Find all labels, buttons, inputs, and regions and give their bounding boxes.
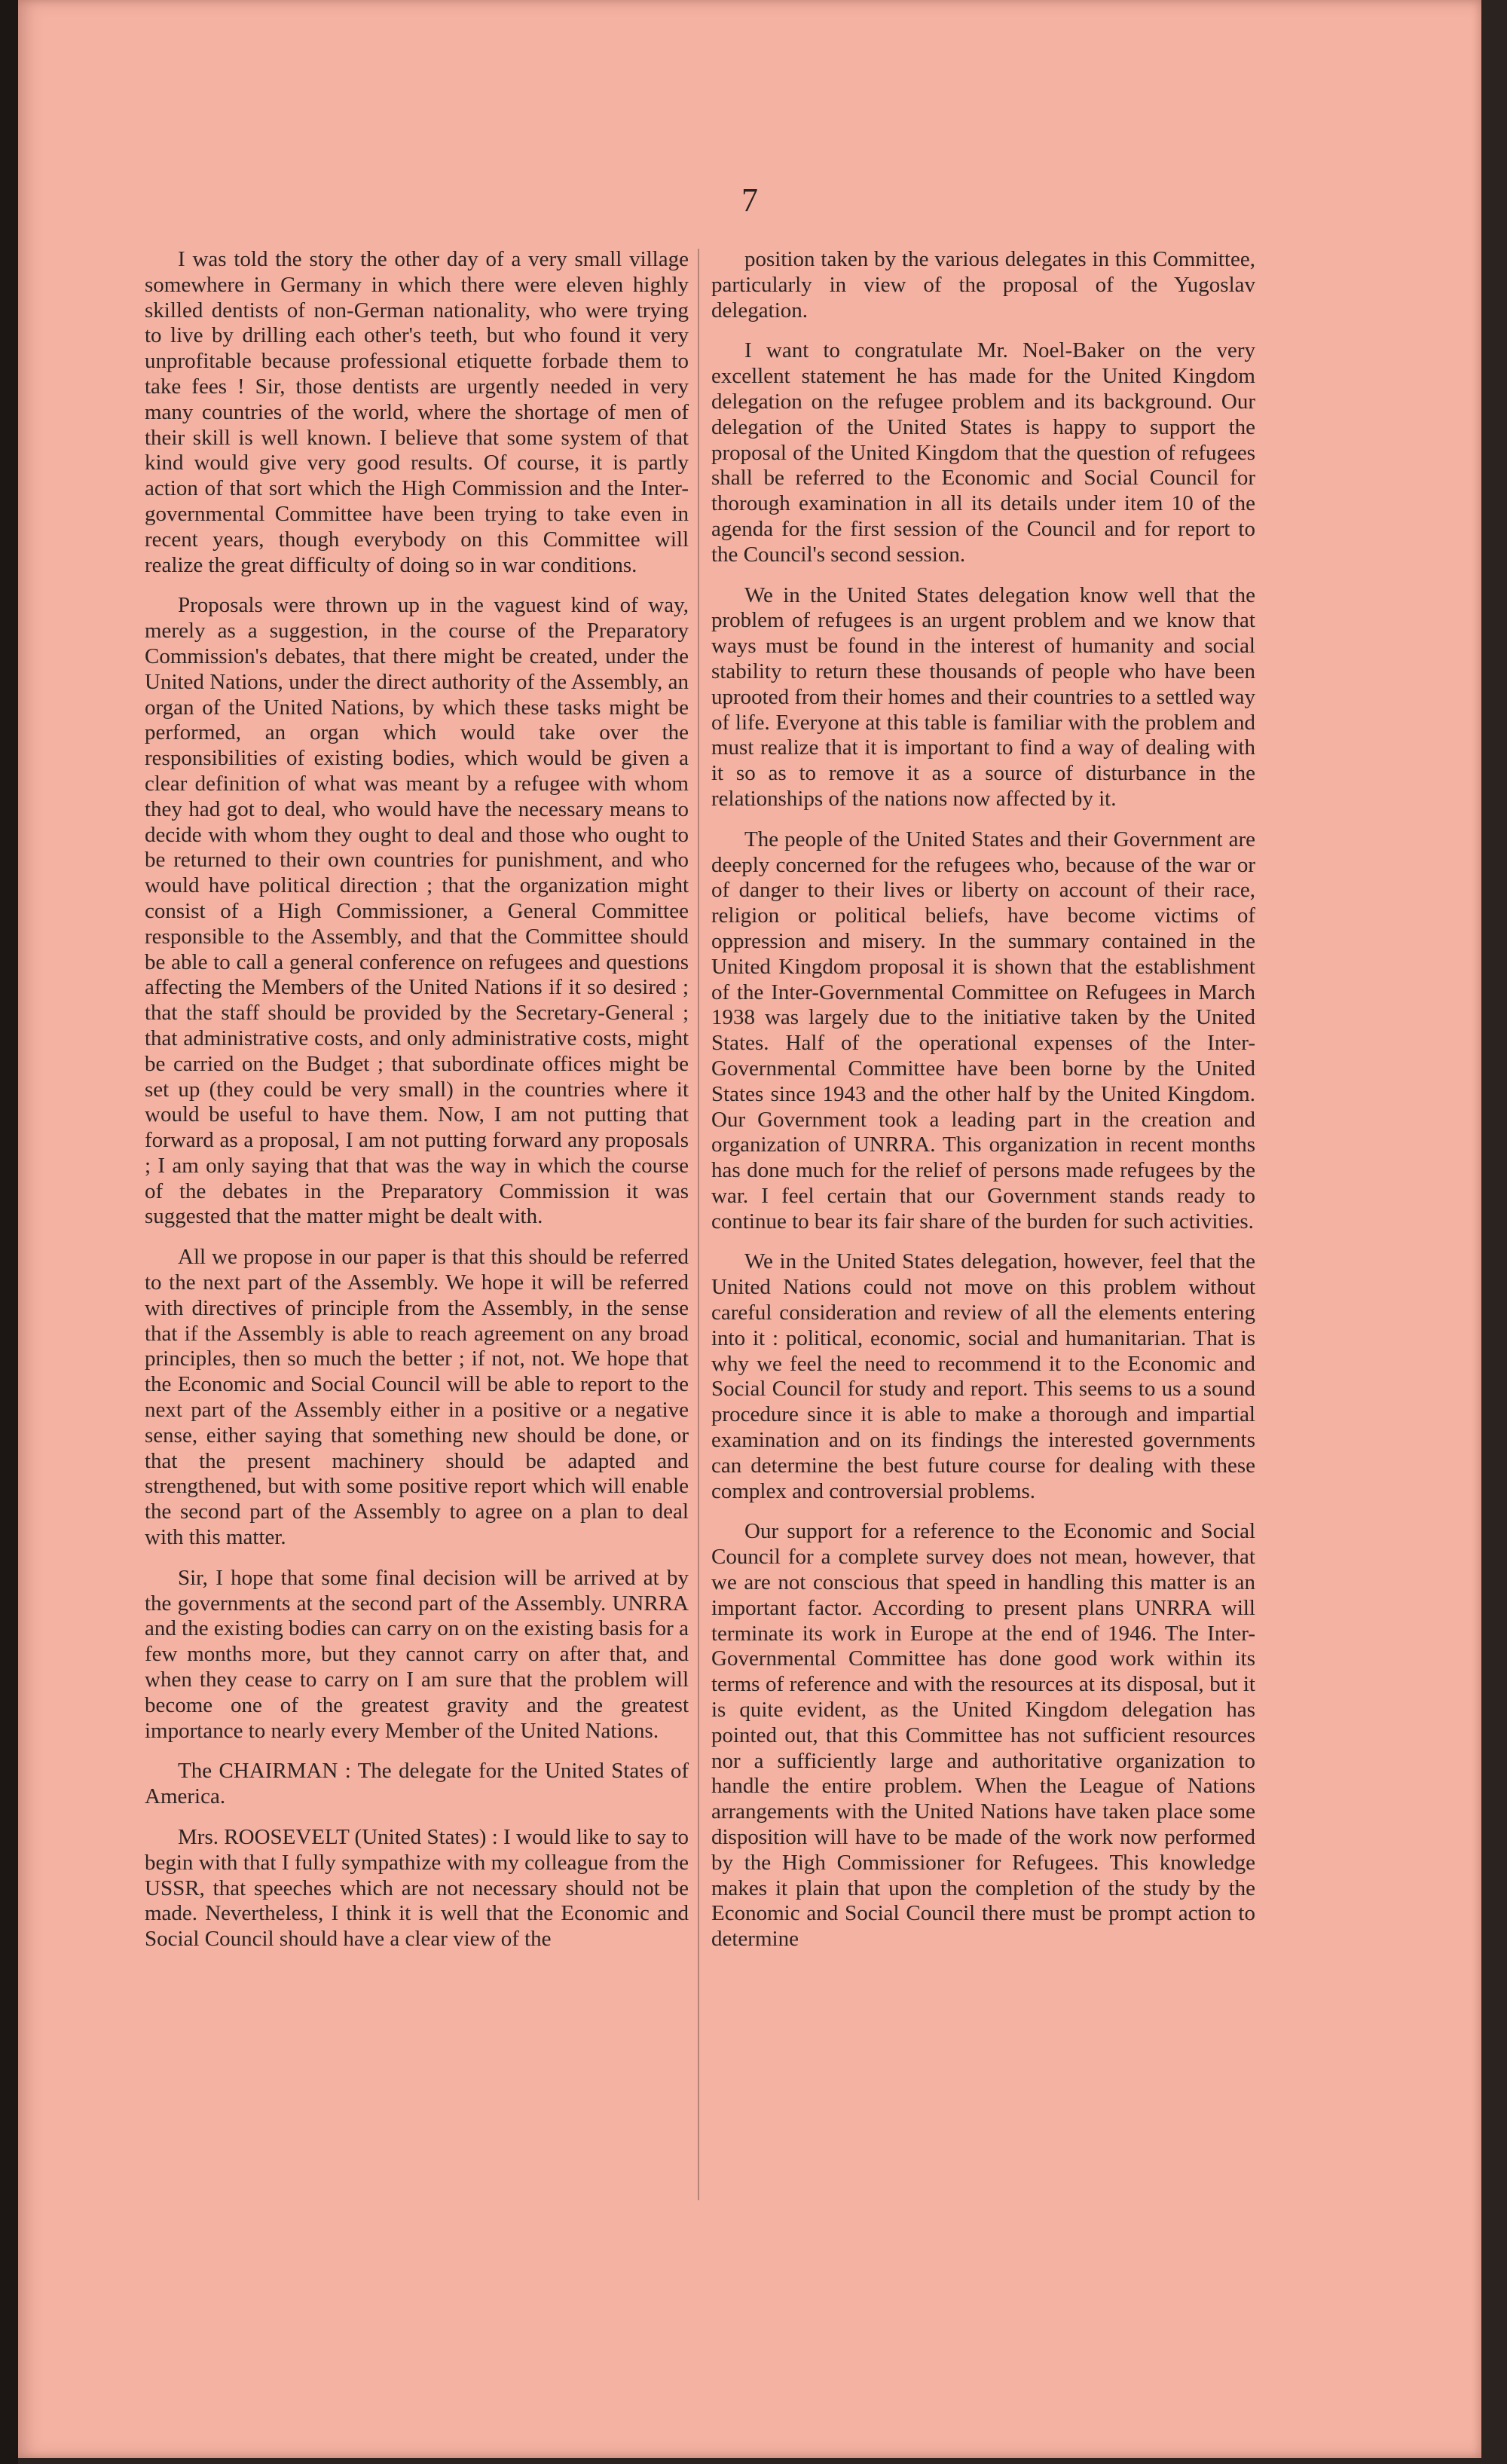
paragraph: We in the United States delegation know well that the problem of refugees is an urgent problem and we know that ways must be found in the interest of humanity and social stability to return these thousands of people who have been uprooted from their homes and their countries to a settled way of life. Everyone at this table is familiar with the problem and must realize that it is important to find a way of dealing with it so as to remove it as a source of disturbance in the relationships of the nations now affected by it. [711, 582, 1255, 811]
right-column [711, 247, 1255, 1967]
document-page [18, 0, 1481, 2458]
paragraph: I want to congratulate Mr. Noel-Baker on the very excellent statement he has made for the United Kingdom delegation on the refugee problem and its background. Our delegation of the United States is happy to support the proposal of the United Kingdom that the question of refugees shall be referred to the Economic and Social Council for thorough examination in all its details under item 10 of the agenda for the first session of the Council and for report to the Council's second session. [711, 338, 1255, 567]
binding-edge [0, 0, 18, 2464]
paragraph: We in the United States delegation, however, feel that the United Nations could not move on this problem without careful consideration and review of all the elements entering into it : political, economic, social and humanitarian. That is why we feel the need to recommend it to the Economic and Social Council for study and report. This seems to us a sound procedure since it is able to make a thorough and impartial examination and on its findings the interested governments can determine the best future course for dealing with these complex and controversial problems. [711, 1249, 1255, 1503]
paragraph: Proposals were thrown up in the vaguest kind of way, merely as a suggestion, in the course of the Preparatory Commission's debates, that there might be created, under the United Nations, under the direct authority of the Assembly, an organ of the United Nations, by which these tasks might be performed, an organ which would take over the responsibilities of existing bodies, which would be given a clear definition of what was meant by a refugee with whom they had got to deal, who would have the necessary means to decide with whom they ought to deal and those who ought to be returned to their own countries for punishment, and who would have political direction ; that the organization might consist of a High Commissioner, a General Committee responsible to the Assembly, and that the Committee should be able to call a general conference on refugees and questions affecting the Members of the United Nations if it so desired ; that the staff should be provided by the Secretary-General ; that administrative costs, and only administrative costs, might be carried on the Budget ; that subordinate offices might be set up (they could be very small) in the countries where it would be useful to have them. Now, I am not putting that forward as a proposal, I am not putting forward any proposals ; I am only saying that that was the way in which the course of the debates in the Preparatory Commission it was suggested that the matter might be dealt with. [145, 593, 689, 1229]
paragraph: Mrs. ROOSEVELT (United States) : I would like to say to begin with that I fully sympathize with my colleague from the USSR, that speeches which are not necessary should not be made. Nevertheless, I think it is well that the Economic and Social Council should have a clear view of the [145, 1825, 689, 1952]
page-number: 7 [741, 182, 758, 219]
paragraph: I was told the story the other day of a very small village somewhere in Germany in which there were eleven highly skilled dentists of non-German nationality, who were trying to live by drilling each other's teeth, but who found it very unprofitable because professional etiquette forbade them to take fees ! Sir, those dentists are urgently needed in very many countries of the world, where the shortage of men of their skill is well known. I believe that some system of that kind would give very good results. Of course, it is partly action of that sort which the High Commission and the Inter-governmental Committee have been trying to take even in recent years, though everybody on this Committee will realize the great difficulty of doing so in war conditions. [145, 247, 689, 577]
left-column [145, 247, 689, 1967]
column-divider [698, 249, 699, 2200]
paragraph: Sir, I hope that some final decision will be arrived at by the governments at the second part of the Assembly. UNRRA and the existing bodies can carry on on the existing basis for a few months more, but they cannot carry on after that, and when they cease to carry on I am sure that the problem will become one of the greatest gravity and the greatest importance to nearly every Member of the United Nations. [145, 1565, 689, 1743]
paragraph: All we propose in our paper is that this should be referred to the next part of the Assembly. We hope it will be referred with directives of principle from the Assembly, in the sense that if the Assembly is able to reach agreement on any broad principles, then so much the better ; if not, not. We hope that the Economic and Social Council will be able to report to the next part of the Assembly either in a positive or a negative sense, either saying that something new should be done, or that the present machinery should be adapted and strengthened, but with some positive report which will enable the second part of the Assembly to agree on a plan to deal with this matter. [145, 1245, 689, 1550]
paragraph: Our support for a reference to the Economic and Social Council for a complete survey does not mean, however, that we are not conscious that speed in handling this matter is an important factor. According to present plans UNRRA will terminate its work in Europe at the end of 1946. The Inter-Governmental Committee has done good work within its terms of reference and with the resources at its disposal, but it is quite evident, as the United Kingdom delegation has pointed out, that this Committee has not sufficient resources nor a sufficiently large and authoritative organization to handle the entire problem. When the League of Nations arrangements with the United Nations have taken place some disposition will have to be made of the work now performed by the High Commissioner for Refugees. This knowledge makes it plain that upon the completion of the study by the Economic and Social Council there must be prompt action to determine [711, 1519, 1255, 1952]
paragraph: The people of the United States and their Government are deeply concerned for the refugees who, because of the war or of danger to their lives or liberty on account of their race, religion or political beliefs, have become victims of oppression and misery. In the summary contained in the United Kingdom proposal it is shown that the establishment of the Inter-Governmental Committee on Refugees in March 1938 was largely due to the initiative taken by the United States. Half of the operational expenses of the Inter-Governmental Committee have been borne by the United States since 1943 and the other half by the United Kingdom. Our Government took a leading part in the creation and organization of UNRRA. This organization in recent months has done much for the relief of persons made refugees by the war. I feel certain that our Government stands ready to continue to bear its fair share of the burden for such activities. [711, 827, 1255, 1234]
paragraph: The CHAIRMAN : The delegate for the United States of America. [145, 1759, 689, 1809]
paragraph: position taken by the various delegates in this Committee, particularly in view of the proposal of the Yugoslav delegation. [711, 247, 1255, 323]
